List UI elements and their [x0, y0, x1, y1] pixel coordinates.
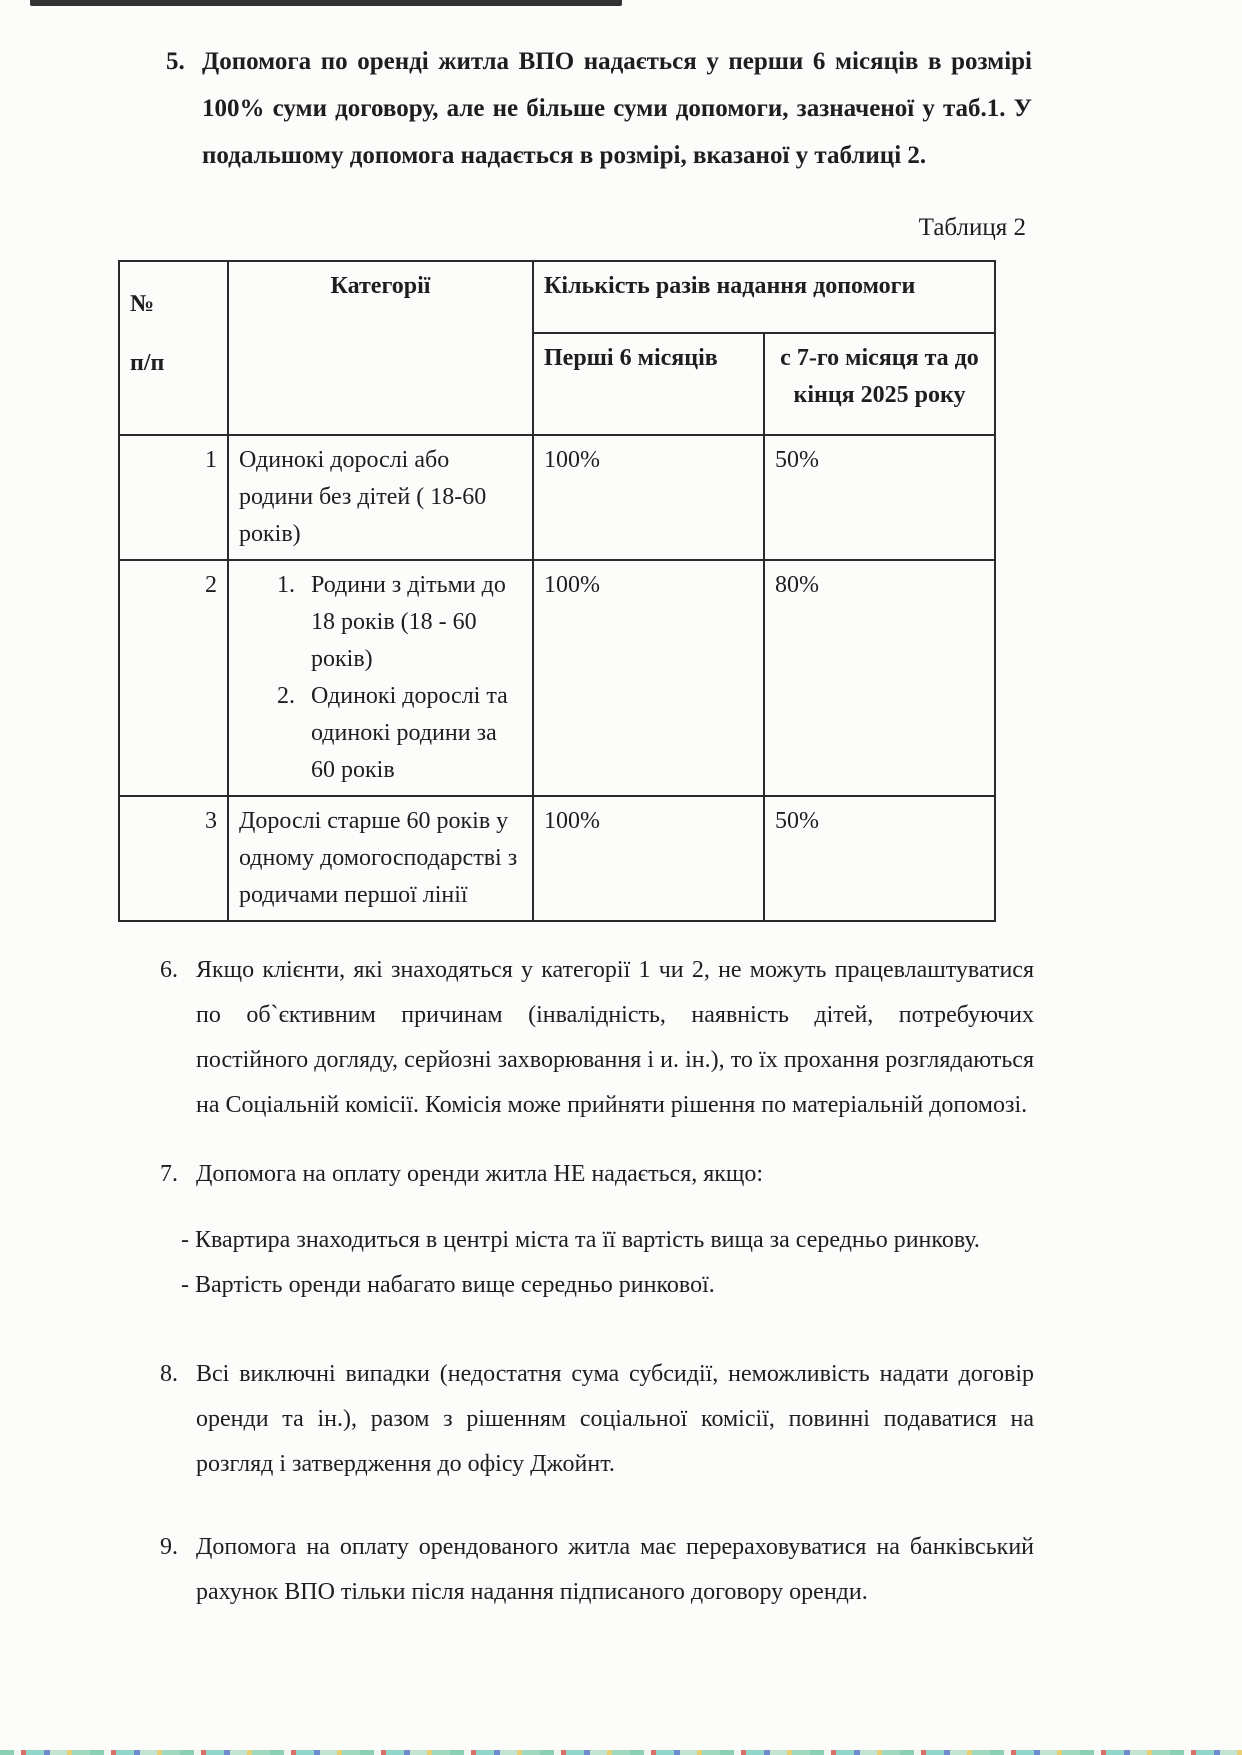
table-caption: Таблиця 2	[918, 214, 1026, 241]
sublist-number: 1.	[277, 572, 295, 598]
item-text: Якщо клієнти, які знаходяться у категорії 1 чи 2, не можуть працевлаштуватися по об`єктивним причинам (інвалідність, наявність дітей, потребуючих постійного догляду, серйозні захворювання і и. ін.), то їх прохання розглядаються на Соціальній комісії. Комісія може прийняти рішення по матеріальній допомозі.	[196, 957, 1034, 1118]
sublist-text: Родини з дітьми до 18 років (18 - 60 років)	[311, 572, 506, 672]
row-number: 1	[119, 435, 228, 560]
row-category: Дорослі старше 60 років у одному домогосподарстві з родичами першої лінії	[228, 796, 533, 921]
bullet-item: - Квартира знаходиться в центрі міста та її вартість вища за середньо ринкову.	[181, 1227, 980, 1253]
list-item-9	[160, 1525, 1034, 1615]
bullet-item: - Вартість оренди набагато вище середньо ринкової.	[181, 1272, 715, 1298]
header-cell-num	[119, 261, 228, 435]
item-text: Допомога по оренді житла ВПО надається у перши 6 місяців в розмірі 100% суми договору, але не більше суми допомоги, зазначеної у таб.1. У подальшому допомога надається в розмірі, вказаної у таблиці 2.	[202, 48, 1032, 169]
table-header-row-1	[119, 261, 995, 333]
row-number: 3	[119, 796, 228, 921]
item-number: 5.	[166, 48, 185, 75]
header-cell-first6: Перші 6 місяців	[533, 333, 764, 435]
category-sublist-item	[277, 567, 522, 678]
row-category	[228, 560, 533, 796]
item-number: 9.	[160, 1534, 178, 1560]
item-text: Всі виключні випадки (недостатня сума субсидії, неможливість надати договір оренди та ін.), разом з рішенням соціальної комісії, повинні подаватися на розгляд і затвердження до офісу Джойнт.	[196, 1361, 1034, 1477]
scan-artifact-top	[30, 0, 622, 6]
scan-artifact-bottom	[0, 1750, 1242, 1755]
row-number: 2	[119, 560, 228, 796]
row-first6-value: 100%	[533, 560, 764, 796]
row-after7-value: 50%	[764, 796, 995, 921]
list-item-5	[166, 38, 1032, 179]
list-item-7	[160, 1152, 1034, 1197]
header-num-line1: №	[130, 291, 155, 317]
table-2	[118, 260, 996, 922]
item-text: Допомога на оплату оренди житла НЕ надається, якщо:	[196, 1161, 764, 1187]
item-number: 6.	[160, 957, 178, 983]
header-cell-span: Кількість разів надання допомоги	[533, 261, 995, 333]
item-number: 7.	[160, 1161, 178, 1187]
item-7-bullet-list	[181, 1218, 991, 1308]
row-first6-value: 100%	[533, 796, 764, 921]
list-item-6	[160, 948, 1034, 1128]
row-after7-value: 80%	[764, 560, 995, 796]
sublist-text: Одинокі дорослі та одинокі родини за 60 років	[311, 683, 508, 783]
table-row	[119, 796, 995, 921]
header-num-line2: п/п	[130, 350, 165, 376]
item-number: 8.	[160, 1361, 178, 1387]
header-cell-category: Категорії	[228, 261, 533, 435]
row-category: Одинокі дорослі або родини без дітей ( 18-60 років)	[228, 435, 533, 560]
row-first6-value: 100%	[533, 435, 764, 560]
header-cell-after7: с 7-го місяця та до кінця 2025 року	[764, 333, 995, 435]
category-sublist-item	[277, 678, 522, 789]
table-row	[119, 560, 995, 796]
row-after7-value: 50%	[764, 435, 995, 560]
item-text: Допомога на оплату орендованого житла має перераховуватися на банківський рахунок ВПО тільки після надання підписаного договору оренди.	[196, 1534, 1034, 1605]
table-row	[119, 435, 995, 560]
list-item-8	[160, 1352, 1034, 1487]
sublist-number: 2.	[277, 683, 295, 709]
category-sublist	[239, 567, 522, 789]
